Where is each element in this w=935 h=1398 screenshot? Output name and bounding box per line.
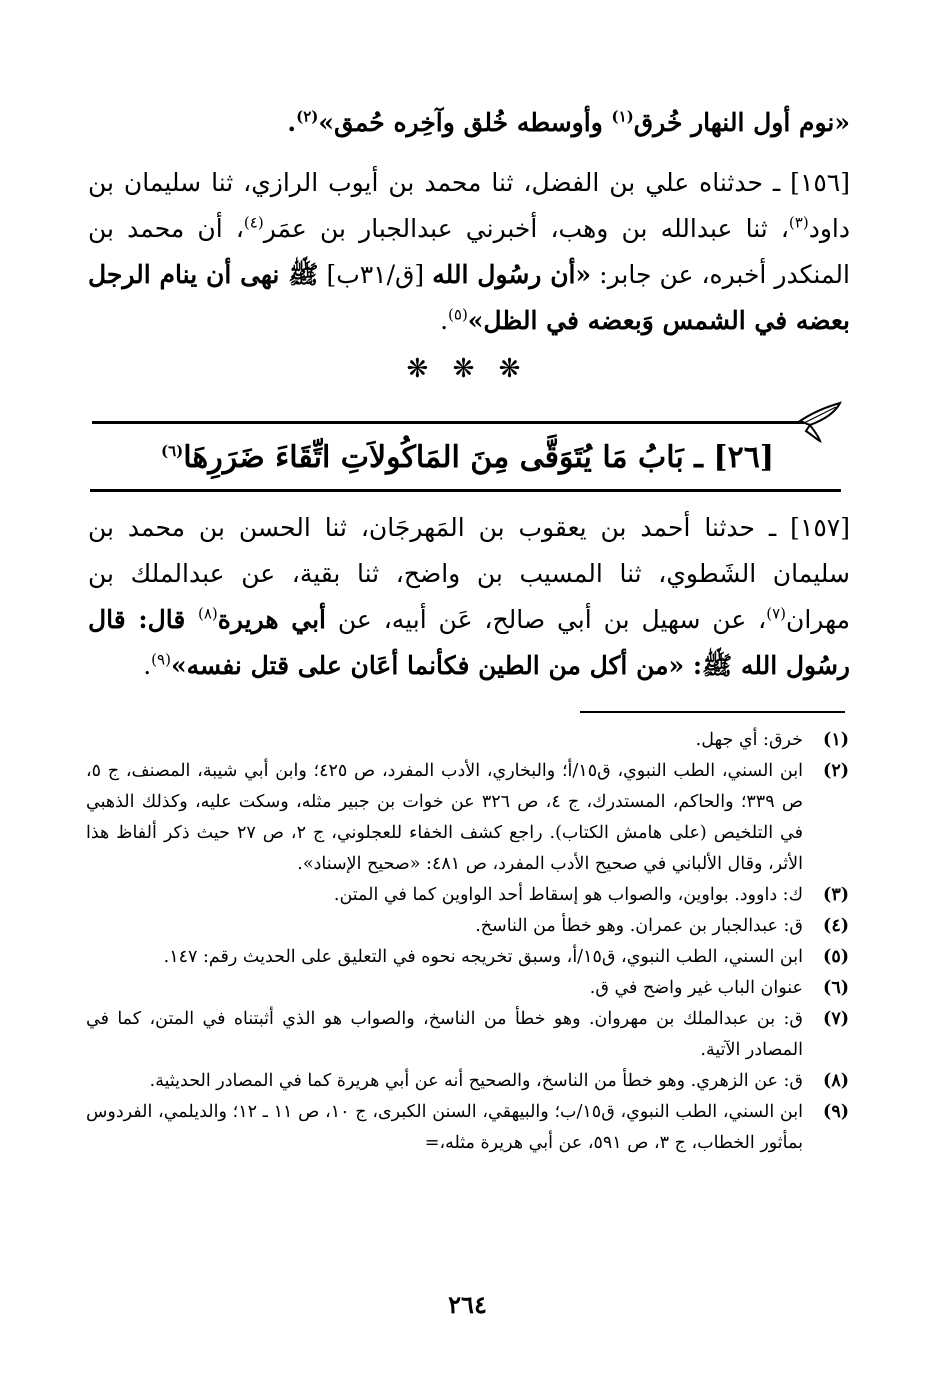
hadith-156-manuscript-ref: [ق/٣١ب] [318, 260, 433, 289]
footnote-text: ك: داوود. بواوين، والصواب هو إسقاط أحد الواوين كما في المتن. [333, 885, 803, 905]
footnote-text: ابن السني، الطب النبوي، ق١٥/أ، وسبق تخريجه نحوه في التعليق على الحديث رقم: ١٤٧. [163, 947, 803, 967]
section-separator: ❋ ❋ ❋ [406, 354, 529, 384]
hadith-157-bold-1: أبي هريرة [217, 605, 326, 634]
opening-quote [88, 100, 850, 146]
hadith-157-end: . [143, 651, 152, 680]
footnote-text: ابن السني، الطب النبوي، ق١٥/أ؛ والبخاري، الأدب المفرد، ص ٤٢٥؛ وابن أبي شيبة، المصنف، ج ٥، ص ٣٣٩؛ والحاكم، المستدرك، ج ٤، ص ٣٢٦ عن خوات بن جبير مثله، وسكت عليه، وكذلك الذهبي في التلخيص (على هامش الكتاب). راجع كشف الخفاء للعجلوني، ج ٢، ص ٢٧ حيث ذكر ألفاظ هذا الأثر، وقال الألباني في صحيح الأدب المفرد، ص ٤٨١: «صحيح الإسناد». [86, 761, 804, 874]
footnote-ref-5[interactable]: (٥) [448, 305, 468, 324]
footnote-ref-4[interactable]: (٤) [243, 213, 264, 232]
hadith-156-end: . [440, 306, 449, 335]
footnote-number: (٣) [823, 885, 849, 905]
hadith-156-text-1: [١٥٦] ـ حدثناه علي بن الفضل، ثنا محمد بن أيوب الرازي، ثنا سليمان بن داود [88, 168, 850, 243]
footnote-item [86, 942, 849, 973]
chapter-title: [٢٦] ـ بَابُ مَا يُتَوَقَّى مِنَ المَاكُولاَتِ اتِّقَاءَ ضَرَرِهَا [183, 440, 775, 475]
footnote-text: خرق: أي جهل. [695, 730, 803, 750]
footnote-ref-7[interactable]: (٧) [766, 604, 786, 623]
opening-quote-text: «نوم أول النهار خُرق [633, 108, 850, 137]
opening-quote-end: . [287, 108, 297, 137]
footnote-item [86, 725, 849, 756]
footnote-number: (٩) [823, 1102, 849, 1122]
footnote-text: ق: عبدالجبار بن عمران. وهو خطأ من الناسخ. [475, 916, 803, 936]
footnote-number: (٢) [823, 761, 849, 781]
hadith-157 [88, 505, 850, 689]
footnote-text: ق: بن عبدالملك بن مهروان. وهو خطأ من الناسخ، والصواب هو الذي أثبتناه في المتن، كما في المصادر الآتية. [86, 1009, 803, 1060]
opening-quote-middle: وأوسطه خُلق وآخِره حُمق» [318, 108, 612, 137]
footnote-ref-3[interactable]: (٣) [788, 213, 809, 232]
footnotes [86, 725, 849, 1159]
footnote-item [86, 1097, 849, 1159]
footnote-text: ابن السني، الطب النبوي، ق١٥/ب؛ والبيهقي، السنن الكبرى، ج ١٠، ص ١١ ـ ١٢؛ والديلمي، الفردوس بمأثور الخطاب، ج ٣، ص ٥٩١، عن أبي هريرة مثله،= [86, 1102, 803, 1153]
footnote-number: (٨) [823, 1071, 849, 1091]
footnote-item [86, 880, 849, 911]
footnote-ref-2[interactable]: (٢) [296, 107, 319, 126]
chapter-heading [90, 434, 845, 482]
footnote-item [86, 756, 849, 880]
footnote-number: (١) [823, 730, 849, 750]
footnote-text: عنوان الباب غير واضح في ق. [589, 978, 803, 998]
hadith-156-text-2: ، ثنا عبدالله بن وهب، أخبرني عبدالجبار بن عمَر [263, 214, 789, 243]
footnote-number: (٤) [823, 916, 849, 936]
footnote-number: (٥) [823, 947, 849, 967]
hadith-157-text-1: [١٥٧] ـ حدثنا أحمد بن يعقوب بن المَهرجَان، ثنا الحسن بن محمد بن سليمان الشَطوي، ثنا المسيب بن واضح، ثنا بقية، عن عبدالملك بن مهران [88, 513, 850, 634]
footnote-number: (٧) [823, 1009, 849, 1029]
footnote-text: ق: عن الزهري. وهو خطأ من الناسخ، والصحيح أنه عن أبي هريرة كما في المصادر الحديثية. [149, 1071, 803, 1091]
footnote-ref-9[interactable]: (٩) [151, 650, 171, 669]
footnote-ref-1[interactable]: (١) [611, 107, 634, 126]
footnote-separator [580, 711, 845, 713]
chapter-bottom-rule [90, 489, 841, 492]
chapter-top-rule [92, 421, 804, 424]
hadith-156-bold-2: ﷺ نهى أن ينام الرجل بعضه في الشمس وَبعضه في الظل» [88, 260, 850, 335]
footnote-item [86, 973, 849, 1004]
footnote-ref-8[interactable]: (٨) [198, 604, 218, 623]
hadith-156-bold-1: «أن رسُول الله [432, 260, 592, 289]
hadith-157-text-2: ، عن سهيل بن أبي صالح، عَن أبيه، عن [326, 605, 767, 634]
footnote-number: (٦) [823, 978, 849, 998]
hadith-156-text-3: ، أن محمد بن المنكدر أخبره، عن جابر: [88, 214, 850, 289]
hadith-157-bold-2: قال: قال رسُول الله ﷺ: «من أكل من الطين فكأنما أعَان على قتل نفسه» [88, 605, 850, 680]
hadith-156 [88, 160, 850, 344]
footnote-ref-6[interactable]: (٦) [160, 442, 184, 460]
page-number: ٢٦٤ [448, 1290, 487, 1319]
footnote-item [86, 1004, 849, 1066]
footnote-item [86, 1066, 849, 1097]
footnote-item [86, 911, 849, 942]
